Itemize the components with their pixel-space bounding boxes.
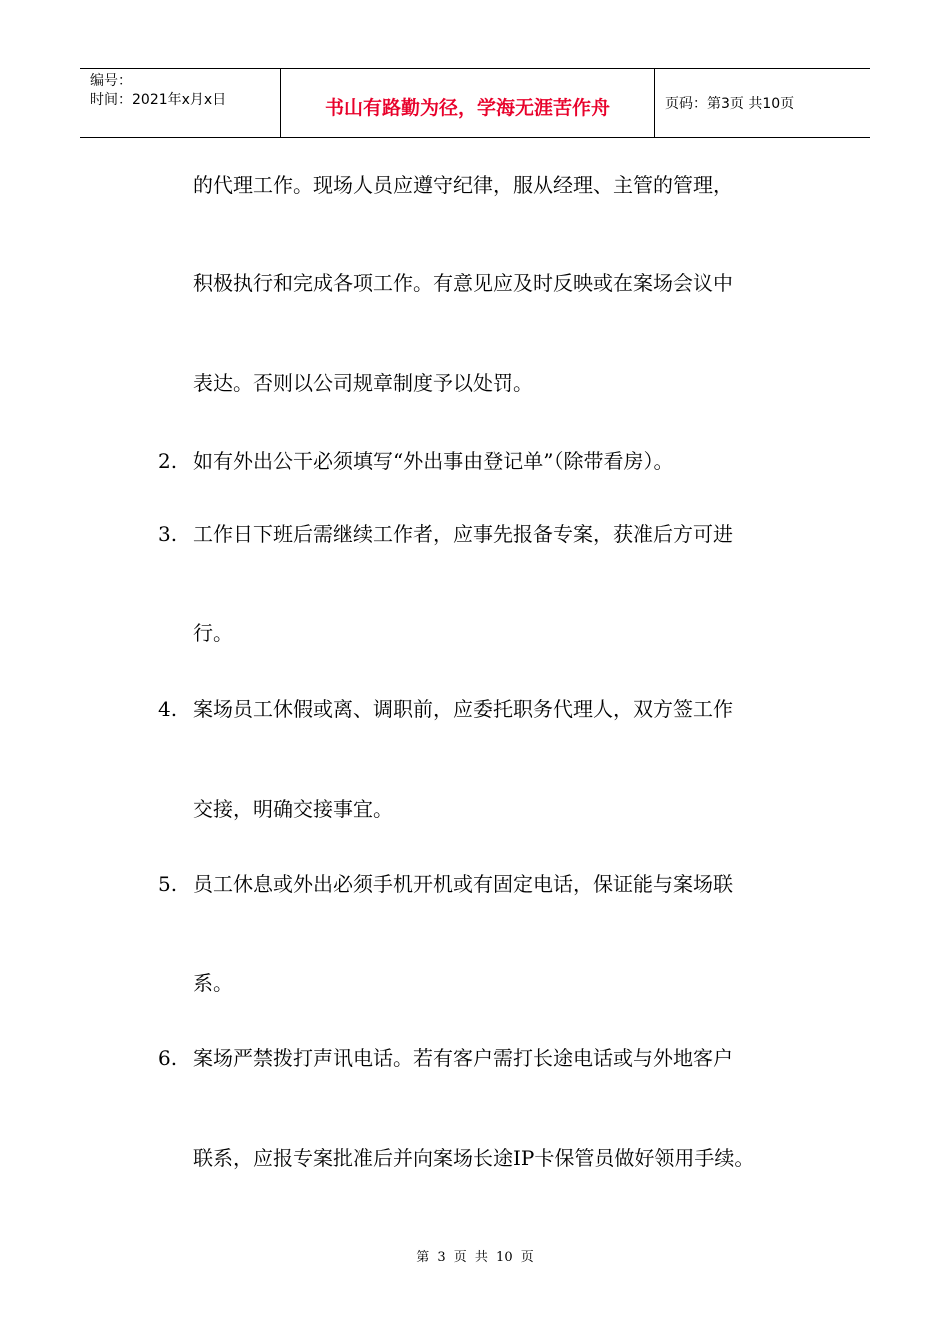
body-line: 积极执行和完成各项工作。有意见应及时反映或在案场会议中: [193, 271, 733, 295]
body-line: 的代理工作。现场人员应遵守纪律，服从经理、主管的管理，: [193, 173, 733, 197]
list-item-text: 联系，应报专案批准后并向案场长途IP卡保管员做好领用手续。: [193, 1146, 755, 1170]
list-item-text: 行。: [193, 621, 233, 645]
list-number: 4.: [158, 697, 178, 721]
document-date: 时间：2021年x月x日: [90, 92, 227, 108]
list-item-text: 员工休息或外出必须手机开机或有固定电话，保证能与案场联: [193, 872, 733, 896]
document-header: [80, 68, 870, 138]
list-item-text: 系。: [193, 971, 233, 995]
list-item-text: 案场严禁拨打声讯电话。若有客户需打长途电话或与外地客户: [193, 1046, 733, 1070]
header-motto-cell: [281, 69, 655, 137]
list-item-text: 工作日下班后需继续工作者，应事先报备专案，获准后方可进: [193, 522, 733, 546]
list-number: 5.: [158, 872, 178, 896]
header-meta-cell: [80, 69, 281, 137]
document-number-label: 编号：: [90, 73, 132, 89]
motto-text: 书山有路勤为径，学海无涯苦作舟: [324, 97, 610, 119]
list-item-text: 案场员工休假或离、调职前，应委托职务代理人，双方签工作: [193, 697, 733, 721]
list-number: 2.: [158, 449, 178, 473]
header-page-info: 页码：第3页 共10页: [665, 96, 795, 112]
list-number: 3.: [158, 522, 178, 546]
page-footer: 第 3 页 共 10 页: [416, 1250, 534, 1265]
list-item-text: 如有外出公干必须填写“外出事由登记单”（除带看房）。: [193, 449, 674, 473]
list-item-text: 交接，明确交接事宜。: [193, 797, 393, 821]
body-line: 表达。否则以公司规章制度予以处罚。: [193, 371, 533, 395]
list-number: 6.: [158, 1046, 178, 1070]
